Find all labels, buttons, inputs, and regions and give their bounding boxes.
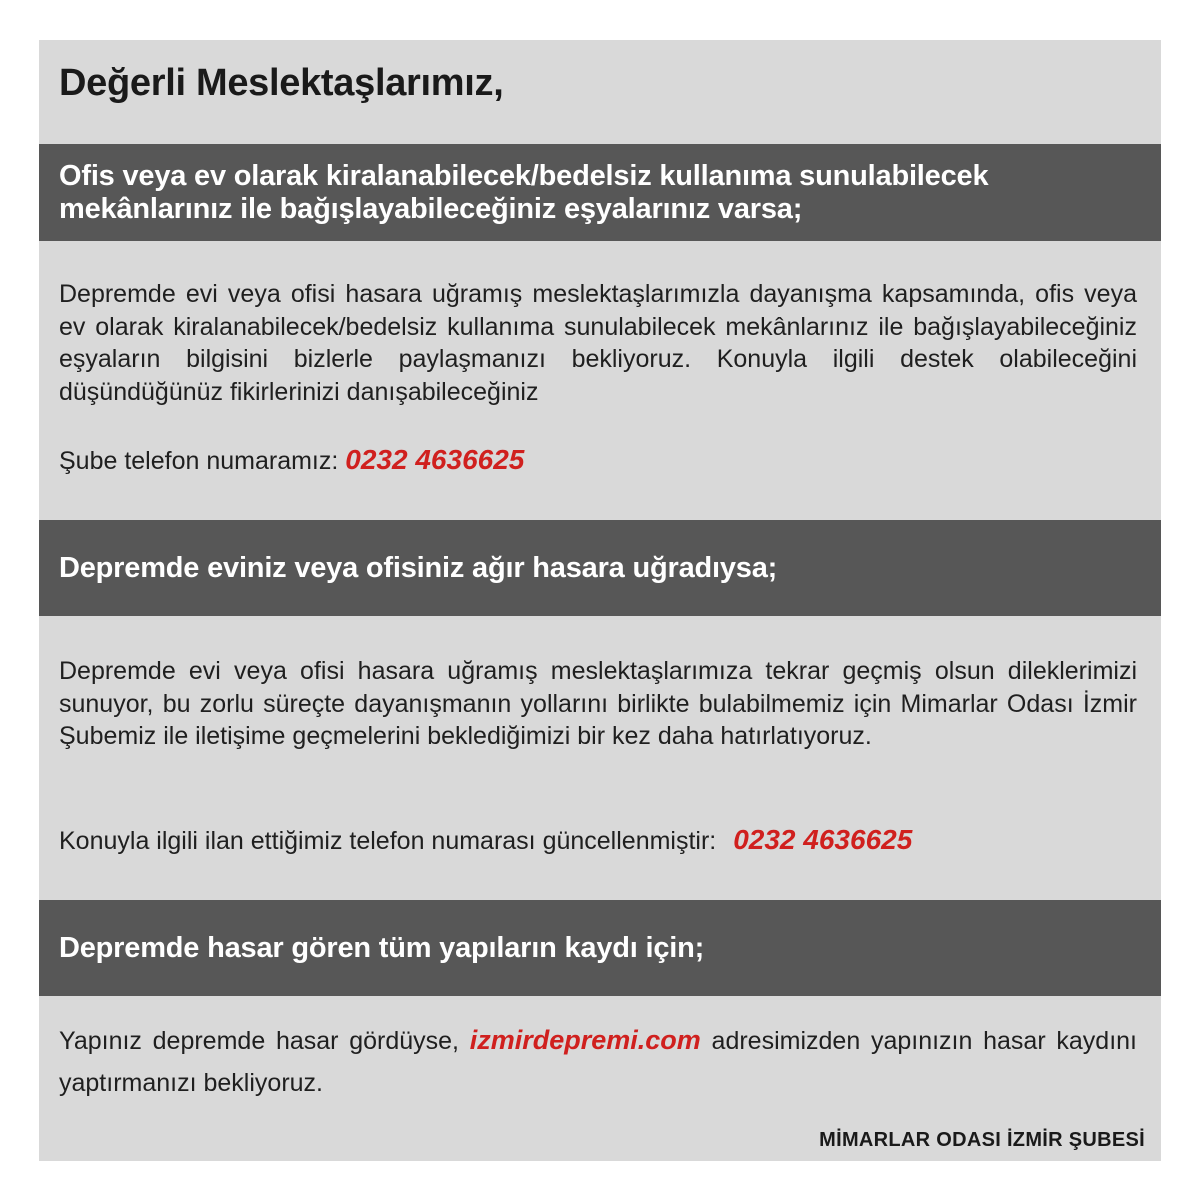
section2-body: Depremde evi veya ofisi hasara uğramış meslektaşlarımıza tekrar geçmiş olsun dileklerimizi sunuyor, bu zorlu süreçte dayanışmanın yollarını birlikte bulabilmemiz için Mimarlar Odası İzmir Şubemiz ile iletişime geçmelerini beklediğimizi bir kez daha hatırlatıyoruz. (59, 657, 1137, 750)
section1-phone-line (59, 444, 524, 477)
section1-body: Depremde evi veya ofisi hasara uğramış meslektaşlarımızla dayanışma kapsamında, ofis veya ev olarak kiralanabilecek/bedelsiz kullanıma sunulabilecek mekânlarınız ile bağışlayabileceğiniz eşyaların bilgisini bizlerle paylaşmanızı bekliyoruz. Konuyla ilgili destek olabileceğini düşündüğünüz fikirlerinizi danışabileceğiniz (59, 280, 1137, 406)
section2-heading: Depremde eviniz veya ofisiniz ağır hasara uğradıysa; (59, 551, 778, 584)
section3-body-before: Yapınız depremde hasar gördüyse, (59, 1027, 459, 1055)
section2-phone-label: Konuyla ilgili ilan ettiğimiz telefon numarası güncellenmiştir: (59, 827, 717, 855)
section3-body-after: adresimizden yapınızın hasar kaydını yaptırmanızı bekliyoruz. (59, 1027, 1137, 1097)
section2-phone-line (59, 824, 912, 857)
section1-heading-band (39, 144, 1161, 241)
izmirdepremi-link[interactable]: izmirdepremi.com (469, 1025, 701, 1055)
greeting-title: Değerli Meslektaşlarımız, (59, 62, 504, 104)
section2-phone-number[interactable]: 0232 4636625 (733, 824, 913, 855)
section1-phone-label: Şube telefon numaramız: (59, 447, 339, 475)
section3-heading-band (39, 900, 1161, 996)
section1-heading: Ofis veya ev olarak kiralanabilecek/bedelsiz kullanıma sunulabilecek mekânlarınız ile bağışlayabileceğiniz eşyalarınız varsa; (59, 159, 989, 225)
footer-organization: MİMARLAR ODASI İZMİR ŞUBESİ (819, 1129, 1145, 1151)
section1-phone-number[interactable]: 0232 4636625 (345, 444, 525, 475)
section2-heading-band (39, 520, 1161, 616)
section3-heading: Depremde hasar gören tüm yapıların kaydı için; (59, 931, 705, 964)
announcement-panel (39, 40, 1161, 1161)
section3-body (59, 1019, 1137, 1104)
